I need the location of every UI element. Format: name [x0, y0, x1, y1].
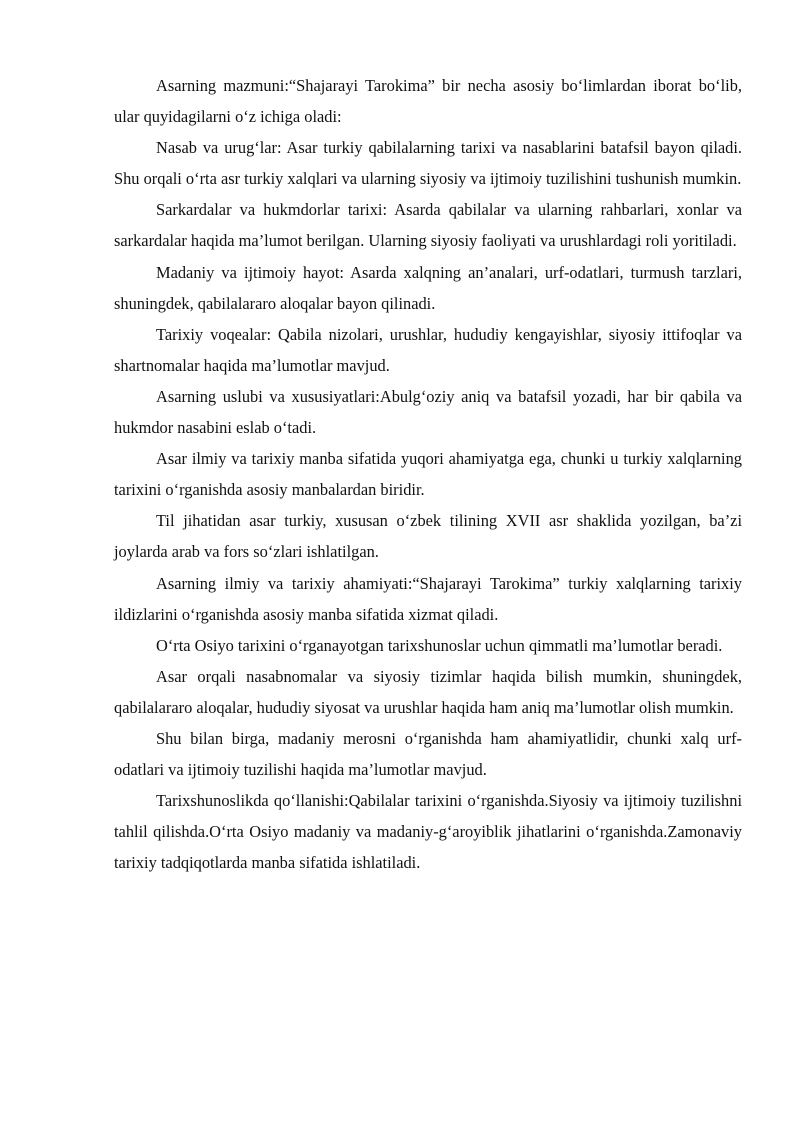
paragraph-central-asia-history: O‘rta Osiyo tarixini o‘rganayotgan tarixshunoslar uchun qimmatli ma’lumotlar beradi. — [156, 635, 723, 655]
paragraph-style-and-features: Asarning uslubi va xususiyatlari:Abulg‘oziy aniq va batafsil yozadi, har bir qabila va hukmdor nasabini eslab o‘tadi. — [114, 386, 742, 438]
paragraph-genealogies-politics: Asar orqali nasabnomalar va siyosiy tizimlar haqida bilish mumkin, shuningdek, qabilalararo aloqalar, hududiy siyosat va urushlar haqida ham aniq ma’lumotlar olish mumkin. — [114, 666, 742, 717]
document-page — [114, 70, 742, 878]
paragraph-cultural-social-life: Madaniy va ijtimoiy hayot: Asarda xalqning an’analari, urf-odatlari, turmush tarzlari, shuningdek, qabilalararo aloqalar bayon qilinadi. — [114, 262, 742, 313]
paragraph-scientific-source: Asar ilmiy va tarixiy manba sifatida yuqori ahamiyatga ega, chunki u turkiy xalqlarning tarixini o‘rganishda asosiy manbalardan biridir. — [114, 449, 742, 500]
paragraph-historiography-use: Tarixshunoslikda qo‘llanishi:Qabilalar tarixini o‘rganishda.Siyosiy va ijtimoiy tuzilishni tahlil qilishda.O‘rta Osiyo madaniy va madaniy-g‘aroyiblik jihatlarini o‘rganishda.Zamonaviy tarixiy tadqiqotlarda manba sifatida ishlatiladi. — [114, 791, 742, 873]
paragraph-language: Til jihatidan asar turkiy, xususan o‘zbek tilining XVII asr shaklida yozilgan, ba’zi joylarda arab va fors so‘zlari ishlatilgan. — [114, 511, 742, 562]
paragraph-lineage-and-clans: Nasab va urug‘lar: Asar turkiy qabilalarning tarixi va nasablarini batafsil bayon qiladi. Shu orqali o‘rta asr turkiy xalqlari va ularning siyosiy va ijtimoiy tuzilishini tushunish mumkin. — [114, 138, 742, 189]
paragraph-commanders-and-rulers: Sarkardalar va hukmdorlar tarixi: Asarda qabilalar va ularning rahbarlari, xonlar va sarkardalar haqida ma’lumot berilgan. Ularning siyosiy faoliyati va urushlardagi roli yoritiladi. — [114, 200, 742, 251]
paragraph-significance: Asarning ilmiy va tarixiy ahamiyati:“Shajarayi Tarokima” turkiy xalqlarning tarixiy ildizlarini o‘rganishda asosiy manba sifatida xizmat qiladi. — [114, 573, 742, 624]
paragraph-cultural-heritage: Shu bilan birga, madaniy merosni o‘rganishda ham ahamiyatlidir, chunki xalq urf-odatlari va ijtimoiy tuzilishi haqida ma’lumotlar mavjud. — [114, 728, 742, 780]
paragraph-content-overview: Asarning mazmuni:“Shajarayi Tarokima” bir necha asosiy bo‘limlardan iborat bo‘lib, ular quyidagilarni o‘z ichiga oladi: — [114, 76, 742, 127]
paragraph-historical-events: Tarixiy voqealar: Qabila nizolari, urushlar, hududiy kengayishlar, siyosiy ittifoqlar va shartnomalar haqida ma’lumotlar mavjud. — [114, 324, 742, 375]
